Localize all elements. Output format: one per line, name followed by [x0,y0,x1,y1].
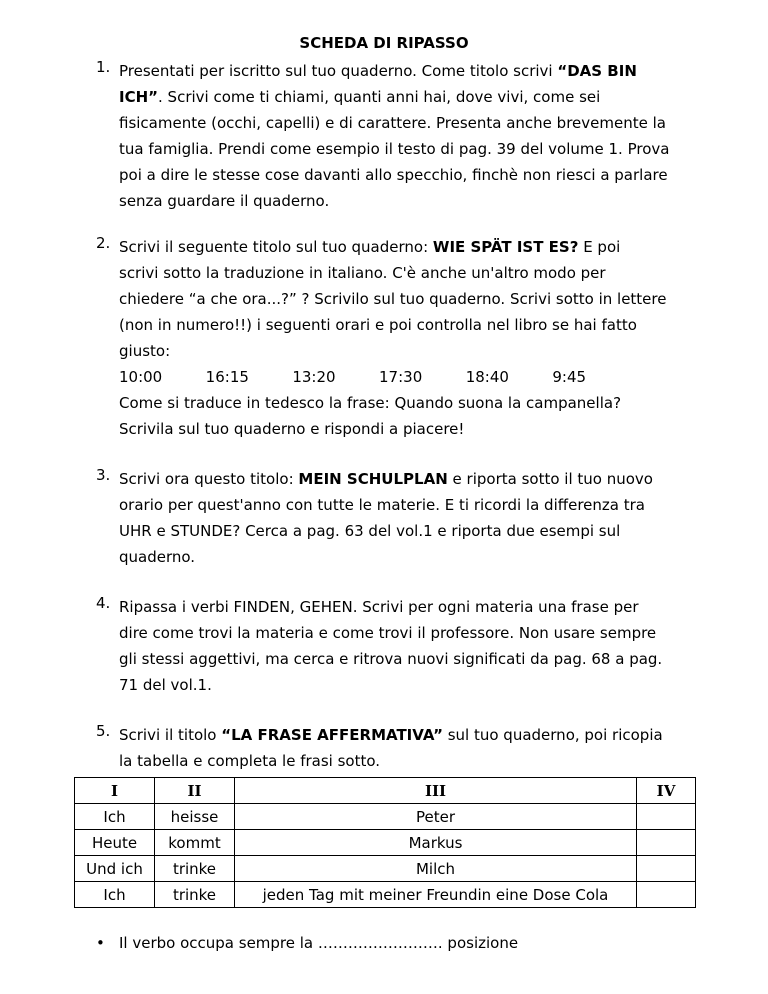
table-cell: trinke [155,856,235,882]
text-segment: Come si traduce in tedesco la frase: Quando suona la campanella? [119,394,622,412]
text-segment: chiedere “a che ora...?” ? Scrivilo sul tuo quaderno. Scrivi sotto in lettere [119,290,667,308]
exercise-1 [96,58,706,214]
text-segment: dire come trovi la materia e come trovi il professore. Non usare sempre [119,624,657,642]
table-row [75,856,696,882]
text-line [119,162,706,188]
text-line [119,390,706,416]
text-line [119,722,706,748]
text-line [119,672,706,698]
table-cell: jeden Tag mit meiner Freundin eine Dose Cola [235,882,637,908]
text-line [119,110,706,136]
table-cell [637,856,696,882]
text-segment: e riporta sotto il tuo nuovo [447,470,653,488]
text-segment: Presentati per iscritto sul tuo quaderno. Come titolo scrivi [119,62,558,80]
table-row [75,804,696,830]
time-value: 16:15 [205,368,249,386]
text-segment: giusto: [119,342,171,360]
exercise-number: 1. [96,58,111,76]
text-segment: Scrivi il titolo [119,726,222,744]
exercise-number: 3. [96,466,111,484]
time-value: 10:00 [119,368,163,386]
text-segment: 71 del vol.1. [119,676,212,694]
times-row [119,364,639,390]
exercise-text [119,722,706,774]
time-value: 13:20 [292,368,336,386]
text-segment: E poi [578,238,621,256]
text-segment: gli stessi aggettivi, ma cerca e ritrova nuovi significati da pag. 68 a pag. [119,650,663,668]
text-line [119,518,706,544]
exercise-text [119,234,706,442]
text-segment: scrivi sotto la traduzione in italiano. C'è anche un'altro modo per [119,264,606,282]
exercise-number: 2. [96,234,111,252]
text-segment: Scrivi il seguente titolo sul tuo quaderno: [119,238,433,256]
text-line [119,416,706,442]
text-segment: tua famiglia. Prendi come esempio il testo di pag. 39 del volume 1. Prova [119,140,670,158]
exercise-2 [96,234,706,442]
bold-text-segment: WIE SPÄT IST ES? [432,238,579,256]
page-title: SCHEDA DI RIPASSO [299,34,469,52]
table-cell: heisse [155,804,235,830]
text-segment: . Scrivi come ti chiami, quanti anni hai, dove vivi, come sei [158,88,601,106]
text-line [119,594,706,620]
text-line [119,234,706,260]
text-line [119,312,706,338]
exercise-text [119,594,706,698]
text-line [119,286,706,312]
text-segment: (non in numero!!) i seguenti orari e poi controlla nel libro se hai fatto [119,316,637,334]
text-segment: sul tuo quaderno, poi ricopia [442,726,663,744]
column-header: IV [637,778,696,804]
table-cell: Milch [235,856,637,882]
text-segment: orario per quest'anno con tutte le materie. E ti ricordi la differenza tra [119,496,645,514]
exercise-number: 5. [96,722,111,740]
text-segment: la tabella e completa le frasi sotto. [119,752,381,770]
table-row [75,882,696,908]
time-value: 9:45 [552,368,587,386]
table-cell: Heute [75,830,155,856]
text-segment: poi a dire le stesse cose davanti allo specchio, finchè non riesci a parlare [119,166,668,184]
text-line [119,188,706,214]
text-segment: UHR e STUNDE? Cerca a pag. 63 del vol.1 e riporta due esempi sul [119,522,621,540]
table-cell: trinke [155,882,235,908]
bullet-text: Il verbo occupa sempre la ……………………. posizione [119,934,519,952]
text-line [119,338,706,364]
text-segment: Ripassa i verbi FINDEN, GEHEN. Scrivi per ogni materia una frase per [119,598,639,616]
table-cell: Ich [75,804,155,830]
table-row [75,830,696,856]
exercise-text [119,58,706,214]
exercise-text [119,466,706,570]
table-cell: Peter [235,804,637,830]
table-cell [637,882,696,908]
column-header: I [75,778,155,804]
text-segment: quaderno. [119,548,196,566]
bold-text-segment: “LA FRASE AFFERMATIVA” [221,726,443,744]
text-segment: senza guardare il quaderno. [119,192,330,210]
text-line [119,544,706,570]
exercise-number: 4. [96,594,111,612]
table-cell: kommt [155,830,235,856]
time-value: 18:40 [465,368,509,386]
text-line [119,466,706,492]
exercise-4 [96,594,706,698]
exercise-5 [96,722,706,774]
table-cell: Markus [235,830,637,856]
bold-text-segment: “DAS BIN [557,62,637,80]
table-cell [637,804,696,830]
text-line [119,84,706,110]
table-cell [637,830,696,856]
bold-text-segment: MEIN SCHULPLAN [298,470,448,488]
text-line [119,58,706,84]
exercise-3 [96,466,706,570]
time-value: 17:30 [379,368,423,386]
table-cell: Und ich [75,856,155,882]
text-segment: fisicamente (occhi, capelli) e di carattere. Presenta anche brevemente la [119,114,666,132]
text-line [119,492,706,518]
text-line [119,646,706,672]
bold-text-segment: ICH” [119,88,159,106]
text-segment: Scrivila sul tuo quaderno e rispondi a piacere! [119,420,465,438]
table-cell: Ich [75,882,155,908]
text-segment: Scrivi ora questo titolo: [119,470,299,488]
sentence-table [74,777,696,908]
bullet-icon: • [96,934,105,952]
text-line [119,748,706,774]
text-line [119,620,706,646]
table-header-row [75,778,696,804]
text-line [119,136,706,162]
text-line [119,260,706,286]
column-header: III [235,778,637,804]
column-header: II [155,778,235,804]
